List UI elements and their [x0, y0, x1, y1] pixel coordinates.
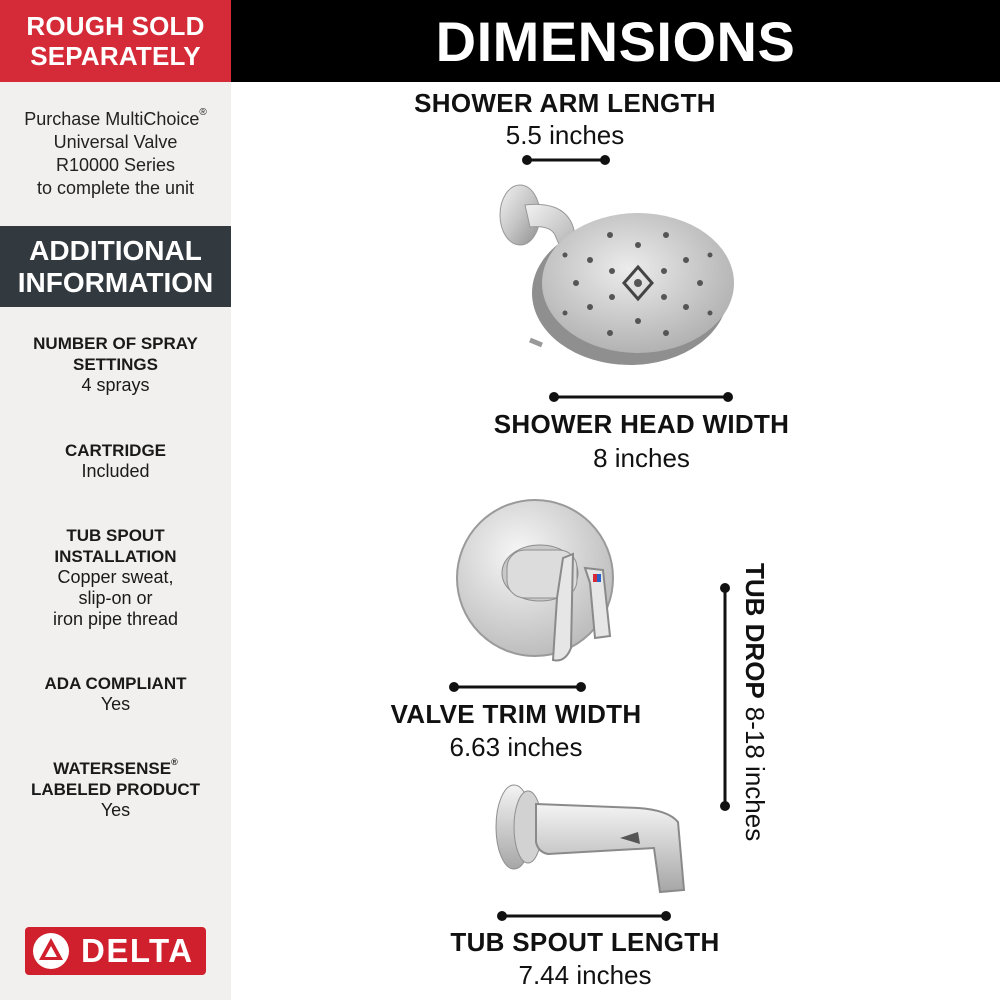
watersense-value: Yes — [100, 800, 131, 820]
spray-label-line2: SETTINGS — [72, 355, 158, 374]
additional-info-banner — [0, 226, 231, 307]
purchase-line1: Purchase MultiChoice — [24, 109, 200, 129]
cartridge-value: Included — [81, 461, 150, 481]
delta-logo-text: DELTA — [81, 932, 194, 969]
spray-value: 4 sprays — [81, 375, 150, 395]
watersense-info — [0, 758, 231, 821]
ada-label: ADA COMPLIANT — [44, 674, 187, 693]
tub-drop-value: 8-18 inches — [740, 706, 770, 842]
page-title: DIMENSIONS — [435, 9, 796, 73]
shower-head-icon — [490, 175, 750, 375]
tub-spout-label-line1: TUB SPOUT — [66, 526, 165, 545]
rough-sold-line1: ROUGH SOLD — [26, 11, 205, 41]
page-title-bar — [231, 0, 1000, 82]
shower-arm-value: 5.5 inches — [505, 120, 625, 150]
tub-spout-label: TUB SPOUT LENGTH — [450, 927, 720, 957]
tub-spout-install-info — [0, 525, 231, 630]
tub-spout-value: 7.44 inches — [518, 960, 652, 990]
purchase-line4: to complete the unit — [36, 178, 195, 198]
delta-logo — [25, 927, 206, 975]
tub-drop-label: TUB DROP — [740, 563, 770, 699]
shower-arm-label: SHOWER ARM LENGTH — [414, 88, 716, 118]
ada-info — [0, 673, 231, 715]
spray-settings-info — [0, 333, 231, 396]
cartridge-label: CARTRIDGE — [64, 441, 167, 460]
valve-trim-label: VALVE TRIM WIDTH — [390, 699, 642, 729]
additional-line1: ADDITIONAL — [29, 234, 202, 266]
purchase-line2: Universal Valve — [53, 132, 178, 152]
tub-spout-label-line2: INSTALLATION — [54, 547, 177, 566]
rough-sold-line2: SEPARATELY — [30, 41, 201, 71]
watersense-label-line1: WATERSENSE — [53, 759, 172, 778]
delta-logo-icon — [29, 929, 73, 973]
tub-drop-dimension-line — [716, 579, 734, 815]
valve-trim-icon — [445, 488, 625, 673]
spray-label-line1: NUMBER OF SPRAY — [33, 334, 198, 353]
tub-spout-value-line2: slip-on or — [78, 588, 153, 608]
cartridge-info — [0, 440, 231, 482]
tub-spout-icon — [488, 772, 698, 902]
additional-line2: INFORMATION — [17, 266, 214, 298]
shower-head-dimension-line — [545, 388, 737, 406]
purchase-note — [0, 108, 231, 200]
shower-head-value: 8 inches — [593, 443, 690, 473]
tub-spout-value-line1: Copper sweat, — [57, 567, 174, 587]
tub-spout-dimension-line — [493, 907, 675, 925]
watersense-registered-mark: ® — [171, 757, 178, 767]
ada-value: Yes — [100, 694, 131, 714]
registered-mark: ® — [199, 107, 207, 118]
valve-trim-value: 6.63 inches — [449, 732, 583, 762]
rough-sold-banner — [0, 0, 231, 82]
purchase-line3: R10000 Series — [55, 155, 176, 175]
valve-trim-dimension-line — [445, 678, 590, 696]
watersense-label-line2: LABELED PRODUCT — [30, 780, 201, 799]
shower-arm-dimension-line — [518, 151, 614, 169]
shower-head-label: SHOWER HEAD WIDTH — [493, 409, 790, 439]
tub-spout-value-line3: iron pipe thread — [52, 609, 179, 629]
